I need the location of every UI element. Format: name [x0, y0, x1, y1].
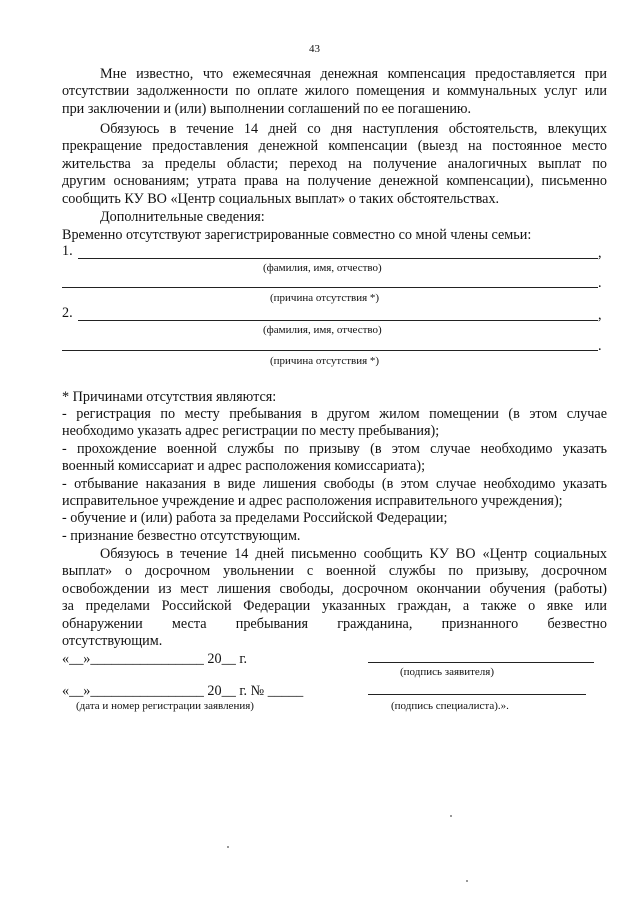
paragraph-line: Обязуюсь в течение 14 дней со дня наступления обстоятельств, влекущих: [100, 121, 607, 137]
specialist-signature-line[interactable]: [368, 694, 586, 695]
application-date-field[interactable]: «__»________________ 20__ г.: [62, 651, 248, 667]
period: .: [598, 275, 602, 291]
paragraph-line: отсутствии задолженности по оплате жилого помещения и коммунальных услуг или: [62, 83, 607, 100]
member-2-name-caption: (фамилия, имя, отчество): [263, 324, 382, 336]
member-1-number: 1.: [62, 243, 73, 259]
member-1-reason-field[interactable]: [62, 287, 598, 288]
member-1-reason-caption: (причина отсутствия *): [270, 292, 380, 304]
period: .: [598, 338, 602, 354]
paragraph-early-return-notify: [62, 546, 607, 650]
additional-info-heading: Дополнительные сведения:: [100, 209, 265, 225]
reason-line: - прохождение военной службы по призыву (в этом случае необходимо указать: [62, 440, 607, 457]
paragraph-line: обнаружении места пребывания гражданина, признанного безвестно: [62, 615, 607, 632]
reason-line: необходимо указать адрес регистрации по месту пребывания);: [62, 423, 440, 440]
applicant-signature-caption: (подпись заявителя): [400, 666, 495, 678]
reason-line: военный комиссариат и адрес расположения комиссариата);: [62, 458, 426, 475]
reasons-list: [62, 406, 607, 545]
absent-members-intro: Временно отсутствуют зарегистрированные совместно со мной члены семьи:: [62, 227, 532, 243]
paragraph-line: Обязуюсь в течение 14 дней письменно сообщить КУ ВО «Центр социальных: [100, 546, 607, 562]
registration-date-number-field[interactable]: «__»________________ 20__ г. № _____: [62, 683, 304, 699]
comma: ,: [598, 245, 602, 261]
member-2-number: 2.: [62, 305, 73, 321]
scan-speck: [466, 880, 468, 882]
registration-caption: (дата и номер регистрации заявления): [76, 700, 254, 712]
paragraph-line: жительства за пределы области; переход на получение аналогичных выплат по: [62, 155, 607, 172]
paragraph-line: выплат» о досрочном увольнении с военной службы по призыву, досрочном: [62, 563, 607, 580]
paragraph-line: отсутствующим.: [62, 633, 163, 650]
reason-line: - обучение и (или) работа за пределами Российской Федерации;: [62, 510, 448, 527]
reason-line: - отбывание наказания в виде лишения свободы (в этом случае необходимо указать: [62, 475, 607, 492]
member-1-name-field[interactable]: [78, 258, 598, 259]
reasons-title: * Причинами отсутствия являются:: [62, 389, 277, 405]
paragraph-line: за пределами Российской Федерации указанных граждан, а также о явке или: [62, 598, 607, 615]
member-2-reason-caption: (причина отсутствия *): [270, 355, 380, 367]
specialist-signature-caption: (подпись специалиста).».: [391, 700, 509, 712]
paragraph-line: освобождении из мест лишения свободы, досрочном окончании обучения (работы): [62, 580, 607, 597]
member-2-name-field[interactable]: [78, 320, 598, 321]
reason-line: - регистрация по месту пребывания в другом жилом помещении (в этом случае: [62, 406, 607, 422]
paragraph-obligation-notify: [62, 121, 607, 208]
member-1-name-caption: (фамилия, имя, отчество): [263, 262, 382, 274]
paragraph-line: Мне известно, что ежемесячная денежная компенсация предоставляется при: [100, 66, 607, 82]
member-2-reason-field[interactable]: [62, 350, 598, 351]
page-number: 43: [309, 43, 320, 55]
paragraph-line: при заключении и (или) выполнении соглашений по ее погашению.: [62, 100, 472, 117]
paragraph-line: сообщить КУ ВО «Центр социальных выплат» о таких обстоятельствах.: [62, 190, 500, 207]
scan-speck: [450, 815, 452, 817]
comma: ,: [598, 307, 602, 323]
paragraph-line: прекращение предоставления денежной компенсации (выезд на постоянное место: [62, 138, 607, 155]
scan-speck: [227, 846, 229, 848]
reason-line: исправительное учреждение и адрес расположения исправительного учреждения);: [62, 493, 563, 510]
paragraph-line: другим основаниям; утрата права на получение денежной компенсации), письменно: [62, 173, 607, 190]
applicant-signature-line[interactable]: [368, 662, 594, 663]
paragraph-compensation-conditions: [62, 66, 607, 118]
reason-line: - признание безвестно отсутствующим.: [62, 527, 301, 544]
